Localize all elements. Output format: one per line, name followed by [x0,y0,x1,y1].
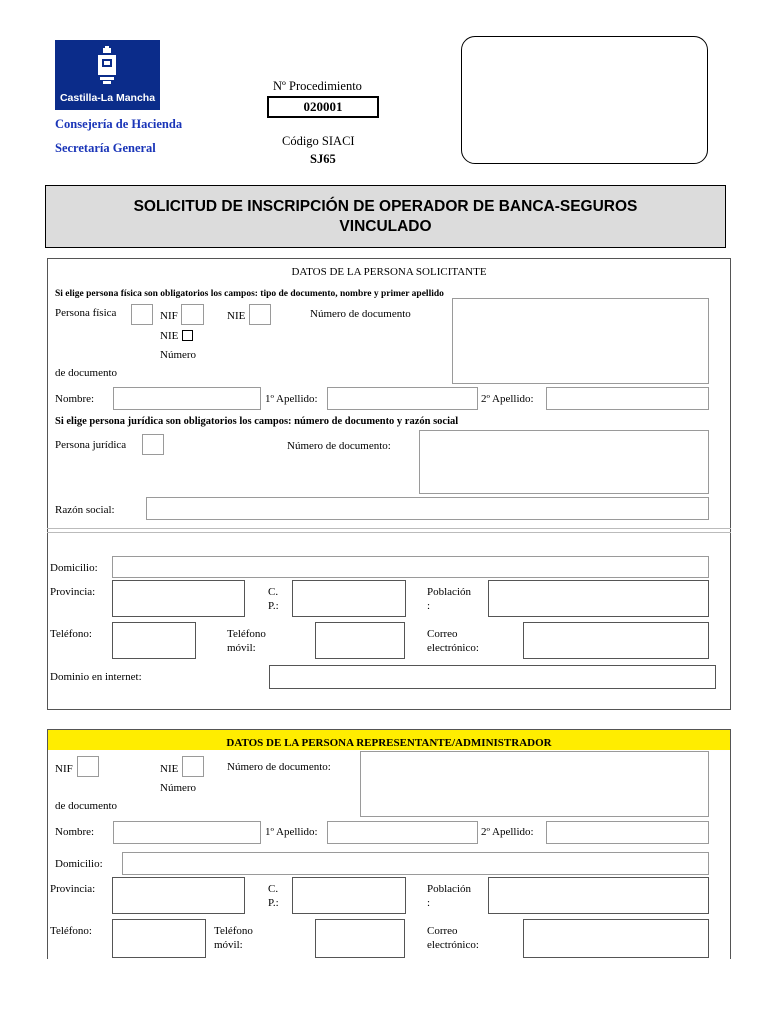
razon-social-input[interactable] [146,497,709,520]
rep-poblacion-label-1: Población [427,883,471,895]
form-title-line2: VINCULADO [339,218,432,235]
rep-apellido1-label: 1º Apellido: [265,826,318,838]
provincia-input[interactable] [112,580,245,617]
correo-label-2: electrónico: [427,642,479,654]
form-title-box [45,185,726,248]
persona-juridica-checkbox[interactable] [142,434,164,455]
cp-input[interactable] [292,580,406,617]
apellido2-label: 2º Apellido: [481,393,534,405]
rep-numero-documento-label: Número de documento: [227,761,331,773]
solicitante-heading: DATOS DE LA PERSONA SOLICITANTE [291,266,487,278]
rep-poblacion-label-2: : [427,897,431,909]
castle-crest-icon [93,46,121,86]
telefono-label: Teléfono: [50,628,92,640]
nie-label: NIE [227,310,246,322]
rep-cp-label-1: C. [268,883,279,895]
nie-small-label: NIE [160,330,179,342]
nombre-label: Nombre: [55,393,95,405]
rep-poblacion-input[interactable] [488,877,709,914]
rep-correo-input[interactable] [523,919,709,958]
poblacion-input[interactable] [488,580,709,617]
domicilio-label: Domicilio: [50,562,98,574]
rep-telefono-input[interactable] [112,919,206,958]
dominio-label: Dominio en internet: [50,671,142,683]
rep-nie-checkbox[interactable] [182,756,204,777]
provincia-label: Provincia: [50,586,96,598]
consejeria-label: Consejería de Hacienda [55,117,183,131]
apellido1-input[interactable] [327,387,478,410]
movil-input[interactable] [315,622,405,659]
domicilio-input[interactable] [112,556,709,578]
rep-nombre-input[interactable] [113,821,261,844]
cp-label-2: P.: [268,600,279,612]
numero-documento-field[interactable] [452,298,709,384]
rep-nif-label: NIF [55,763,73,775]
rep-correo-label-1: Correo [427,925,458,937]
cp-label-1: C. [268,586,279,598]
logo-text: Castilla-La Mancha [59,92,156,104]
rep-nie-label: NIE [160,763,179,775]
razon-social-label: Razón social: [55,504,115,516]
correo-input[interactable] [523,622,709,659]
de-documento-label: de documento [55,367,118,379]
poblacion-label-2: : [427,600,431,612]
rep-correo-label-2: electrónico: [427,939,479,951]
siaci-label: Código SIACI [282,134,355,148]
rep-domicilio-input[interactable] [122,852,709,875]
numero-documento2-label: Número de documento: [287,440,391,452]
numero-label: Número [160,349,197,361]
procedimiento-label: Nº Procedimiento [273,79,362,93]
rep-de-documento-label: de documento [55,800,118,812]
poblacion-label-1: Población [427,586,471,598]
apellido1-label: 1º Apellido: [265,393,318,405]
form-title-line1: SOLICITUD DE INSCRIPCIÓN DE OPERADOR DE BANCA-SEGUROS [133,198,638,215]
rep-numero-documento-field[interactable] [360,751,709,817]
nif-checkbox[interactable] [181,304,204,325]
procedimiento-box [267,96,379,118]
apellido2-input[interactable] [546,387,709,410]
logo [55,40,160,110]
nie-checkbox[interactable] [249,304,271,325]
persona-fisica-checkbox[interactable] [131,304,153,325]
numero-documento-label: Número de documento [310,308,411,320]
rep-cp-input[interactable] [292,877,406,914]
nombre-input[interactable] [113,387,261,410]
rep-movil-label-1: Teléfono [214,925,253,937]
rep-movil-label-2: móvil: [214,939,243,951]
juridica-note: Si elige persona jurídica son obligatorios los campos: número de documento y razón social [55,416,459,427]
rep-apellido2-label: 2º Apellido: [481,826,534,838]
correo-label-1: Correo [427,628,458,640]
telefono-input[interactable] [112,622,196,659]
rep-domicilio-label: Domicilio: [55,858,103,870]
rep-nif-checkbox[interactable] [77,756,99,777]
nif-label: NIF [160,310,178,322]
rep-apellido2-input[interactable] [546,821,709,844]
rep-provincia-input[interactable] [112,877,245,914]
persona-juridica-label: Persona jurídica [55,439,127,451]
siaci-value: SJ65 [310,152,336,166]
nie-small-checkbox[interactable] [182,330,193,341]
rep-movil-input[interactable] [315,919,405,958]
rep-telefono-label: Teléfono: [50,925,92,937]
rep-apellido1-input[interactable] [327,821,478,844]
rep-numero-label: Número [160,782,197,794]
dominio-input[interactable] [269,665,716,689]
rep-provincia-label: Provincia: [50,883,96,895]
movil-label-1: Teléfono [227,628,266,640]
numero-documento2-field[interactable] [419,430,709,494]
section-divider [47,528,731,533]
procedimiento-value: 020001 [303,99,343,114]
secretaria-label: Secretaría General [55,141,156,155]
movil-label-2: móvil: [227,642,256,654]
persona-fisica-label: Persona física [55,307,117,319]
rep-nombre-label: Nombre: [55,826,95,838]
rep-cp-label-2: P.: [268,897,279,909]
fisica-note: Si elige persona física son obligatorios los campos: tipo de documento, nombre y primer apellido [55,289,444,299]
representante-heading: DATOS DE LA PERSONA REPRESENTANTE/ADMINISTRADOR [226,737,552,749]
registro-stamp-box [461,36,708,164]
